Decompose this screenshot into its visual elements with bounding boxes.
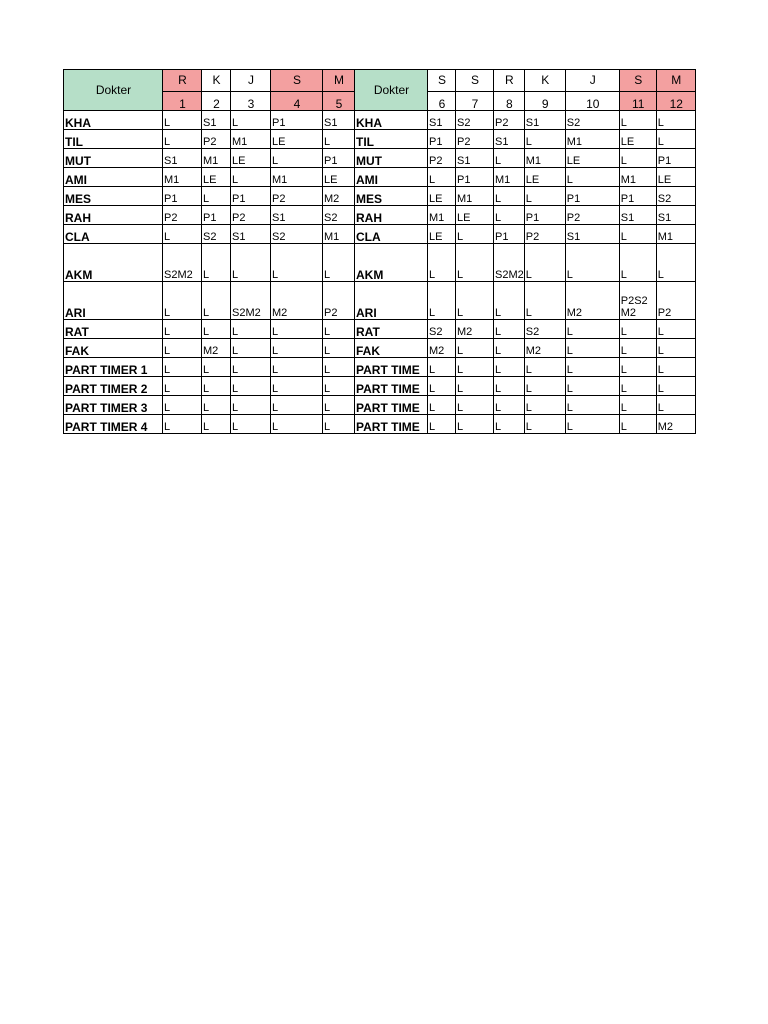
shift-cell[interactable]: P1 — [656, 149, 695, 168]
shift-cell[interactable]: P1 — [202, 206, 231, 225]
shift-cell[interactable]: L — [524, 130, 565, 149]
date-header[interactable]: 11 — [619, 92, 656, 111]
shift-cell[interactable]: L — [271, 244, 323, 282]
shift-cell[interactable]: L — [231, 396, 271, 415]
shift-cell[interactable]: P2 — [656, 282, 695, 320]
shift-cell[interactable]: L — [202, 187, 231, 206]
shift-cell[interactable]: L — [202, 377, 231, 396]
shift-cell[interactable]: L — [163, 111, 202, 130]
shift-cell[interactable]: M2 — [524, 339, 565, 358]
doctor-name-cell[interactable]: CLA — [355, 225, 428, 244]
shift-cell[interactable]: L — [456, 244, 494, 282]
shift-cell[interactable]: S1 — [231, 225, 271, 244]
shift-cell[interactable]: L — [163, 339, 202, 358]
shift-cell[interactable]: P2 — [202, 130, 231, 149]
date-header[interactable]: 5 — [323, 92, 355, 111]
shift-cell[interactable]: L — [524, 358, 565, 377]
shift-cell[interactable]: M2 — [656, 415, 695, 434]
doctor-name-cell[interactable]: ARI — [355, 282, 428, 320]
shift-cell[interactable]: L — [656, 339, 695, 358]
shift-cell[interactable]: L — [565, 168, 619, 187]
shift-cell[interactable]: L — [323, 415, 355, 434]
shift-cell[interactable]: L — [524, 187, 565, 206]
shift-cell[interactable]: L — [656, 244, 695, 282]
shift-cell[interactable]: L — [323, 244, 355, 282]
shift-cell[interactable]: P2 — [271, 187, 323, 206]
shift-cell[interactable]: S2 — [202, 225, 231, 244]
table-row — [64, 320, 696, 339]
shift-cell[interactable]: L — [428, 396, 456, 415]
doctor-name-cell[interactable]: RAH — [64, 206, 163, 225]
day-header[interactable]: S — [428, 70, 456, 92]
shift-cell[interactable]: L — [231, 377, 271, 396]
shift-cell[interactable]: L — [619, 149, 656, 168]
shift-cell[interactable]: L — [271, 415, 323, 434]
table-row — [64, 149, 696, 168]
shift-cell[interactable]: P1 — [565, 187, 619, 206]
shift-cell[interactable]: P2 — [428, 149, 456, 168]
shift-cell[interactable]: LE — [231, 149, 271, 168]
shift-cell[interactable]: M1 — [565, 130, 619, 149]
shift-cell[interactable]: S2M2 — [163, 244, 202, 282]
shift-cell[interactable]: M1 — [323, 225, 355, 244]
shift-cell[interactable]: L — [231, 339, 271, 358]
shift-cell[interactable]: L — [271, 149, 323, 168]
table-row — [64, 225, 696, 244]
shift-cell[interactable]: L — [524, 415, 565, 434]
shift-cell[interactable]: L — [494, 396, 525, 415]
table-row — [64, 377, 696, 396]
shift-cell[interactable]: P1 — [494, 225, 525, 244]
shift-cell[interactable]: LE — [323, 168, 355, 187]
shift-cell[interactable]: L — [565, 244, 619, 282]
shift-cell[interactable]: L — [565, 396, 619, 415]
shift-code: P2S2M2 — [620, 295, 648, 319]
shift-cell[interactable]: L — [494, 149, 525, 168]
shift-cell[interactable]: M1 — [271, 168, 323, 187]
shift-cell[interactable]: L — [231, 415, 271, 434]
doctor-name-cell[interactable]: AKM — [64, 244, 163, 282]
shift-cell[interactable]: S2M2 — [494, 244, 525, 282]
shift-cell[interactable]: M2 — [271, 282, 323, 320]
shift-cell[interactable]: L — [271, 396, 323, 415]
doctor-name-cell[interactable]: PART TIME — [355, 415, 428, 434]
shift-cell[interactable]: S1 — [323, 111, 355, 130]
shift-cell[interactable]: L — [494, 377, 525, 396]
doctor-name-cell[interactable]: ARI — [64, 282, 163, 320]
shift-cell[interactable]: S2 — [456, 111, 494, 130]
table-row — [64, 282, 696, 320]
shift-cell[interactable]: M2 — [323, 187, 355, 206]
date-header[interactable]: 8 — [494, 92, 525, 111]
shift-cell[interactable]: L — [163, 130, 202, 149]
shift-cell[interactable]: P2 — [163, 206, 202, 225]
shift-cell[interactable]: LE — [456, 206, 494, 225]
shift-cell[interactable]: P2 — [231, 206, 271, 225]
shift-cell[interactable]: LE — [656, 168, 695, 187]
shift-cell[interactable]: L — [565, 320, 619, 339]
doctor-name-cell[interactable]: MES — [355, 187, 428, 206]
day-header[interactable]: J — [565, 70, 619, 92]
shift-cell[interactable]: L — [202, 358, 231, 377]
shift-cell[interactable]: M1 — [656, 225, 695, 244]
shift-cell[interactable]: L — [163, 282, 202, 320]
shift-cell[interactable]: M1 — [163, 168, 202, 187]
shift-cell[interactable]: L — [619, 244, 656, 282]
shift-cell[interactable]: L — [323, 339, 355, 358]
doctor-name-cell[interactable]: MUT — [355, 149, 428, 168]
shift-cell[interactable]: P1 — [271, 111, 323, 130]
shift-cell[interactable]: L — [619, 320, 656, 339]
shift-cell[interactable]: L — [163, 377, 202, 396]
shift-cell[interactable]: L — [231, 111, 271, 130]
doctor-name-cell[interactable]: AMI — [64, 168, 163, 187]
table-row — [64, 244, 696, 282]
shift-cell[interactable]: P1 — [163, 187, 202, 206]
shift-cell[interactable]: M1 — [494, 168, 525, 187]
shift-cell[interactable]: S1 — [619, 206, 656, 225]
shift-cell[interactable]: S1 — [456, 149, 494, 168]
doctor-name-cell[interactable]: RAT — [355, 320, 428, 339]
shift-cell[interactable]: L — [494, 339, 525, 358]
shift-cell[interactable]: L — [494, 415, 525, 434]
schedule-table — [63, 69, 696, 434]
shift-cell[interactable]: M2 — [456, 320, 494, 339]
shift-cell[interactable]: L — [202, 282, 231, 320]
shift-cell[interactable]: L — [565, 339, 619, 358]
doctor-name-cell[interactable]: PART TIME — [355, 358, 428, 377]
shift-cell[interactable]: L — [656, 377, 695, 396]
shift-cell[interactable]: S1 — [494, 130, 525, 149]
shift-cell[interactable]: S2 — [656, 187, 695, 206]
table-row — [64, 130, 696, 149]
shift-cell[interactable]: L — [231, 244, 271, 282]
shift-cell[interactable]: L — [619, 111, 656, 130]
shift-cell[interactable]: L — [271, 320, 323, 339]
shift-cell[interactable]: M1 — [202, 149, 231, 168]
shift-cell[interactable]: L — [271, 358, 323, 377]
shift-cell[interactable]: L — [323, 377, 355, 396]
shift-cell[interactable]: L — [323, 358, 355, 377]
table-row — [64, 415, 696, 434]
shift-cell[interactable]: M1 — [456, 187, 494, 206]
day-header[interactable]: S — [271, 70, 323, 92]
shift-cell[interactable]: L — [231, 358, 271, 377]
shift-cell[interactable]: S2 — [524, 320, 565, 339]
shift-cell[interactable]: L — [202, 415, 231, 434]
dokter-header-left[interactable]: Dokter — [64, 70, 163, 111]
shift-cell[interactable]: L — [456, 415, 494, 434]
table-row — [64, 206, 696, 225]
doctor-name-cell[interactable]: MUT — [64, 149, 163, 168]
table-row — [64, 396, 696, 415]
shift-cell[interactable]: L — [494, 206, 525, 225]
shift-cell[interactable]: L — [619, 415, 656, 434]
doctor-name-cell[interactable]: FAK — [355, 339, 428, 358]
day-header[interactable]: R — [163, 70, 202, 92]
shift-cell[interactable]: LE — [202, 168, 231, 187]
shift-cell[interactable]: S2 — [565, 111, 619, 130]
shift-cell[interactable]: L — [619, 358, 656, 377]
shift-cell[interactable]: L — [323, 396, 355, 415]
shift-cell[interactable]: P1 — [428, 130, 456, 149]
doctor-name-cell[interactable]: RAT — [64, 320, 163, 339]
shift-cell[interactable]: L — [565, 377, 619, 396]
dokter-header-right[interactable]: Dokter — [355, 70, 428, 111]
doctor-name-cell[interactable]: AMI — [355, 168, 428, 187]
shift-cell[interactable]: S1 — [271, 206, 323, 225]
table-row — [64, 358, 696, 377]
table-row — [64, 339, 696, 358]
shift-cell[interactable]: L — [656, 396, 695, 415]
shift-cell[interactable]: L — [323, 320, 355, 339]
shift-cell[interactable]: S1 — [524, 111, 565, 130]
day-header[interactable]: S — [456, 70, 494, 92]
shift-cell[interactable]: L — [163, 358, 202, 377]
shift-cell[interactable]: L — [565, 415, 619, 434]
shift-cell[interactable]: P1 — [619, 187, 656, 206]
shift-cell[interactable]: P1 — [323, 149, 355, 168]
doctor-name-cell[interactable]: PART TIMER 3 — [64, 396, 163, 415]
shift-cell[interactable]: L — [428, 244, 456, 282]
day-header[interactable]: K — [524, 70, 565, 92]
doctor-name-cell[interactable]: TIL — [355, 130, 428, 149]
day-header[interactable]: S — [619, 70, 656, 92]
shift-cell[interactable]: L — [163, 225, 202, 244]
shift-cell[interactable]: L — [565, 358, 619, 377]
shift-cell[interactable]: P2 — [524, 225, 565, 244]
shift-cell[interactable]: M2 — [565, 282, 619, 320]
shift-cell[interactable]: L — [271, 339, 323, 358]
shift-cell[interactable]: L — [163, 320, 202, 339]
doctor-name-cell[interactable]: KHA — [64, 111, 163, 130]
shift-cell[interactable]: P1 — [524, 206, 565, 225]
date-header[interactable]: 1 — [163, 92, 202, 111]
shift-cell[interactable]: S1 — [656, 206, 695, 225]
shift-cell[interactable]: L — [456, 358, 494, 377]
date-header[interactable]: 7 — [456, 92, 494, 111]
doctor-name-cell[interactable]: AKM — [355, 244, 428, 282]
shift-cell[interactable]: L — [619, 377, 656, 396]
shift-cell[interactable]: L — [323, 130, 355, 149]
shift-cell[interactable]: P2 — [494, 111, 525, 130]
shift-cell[interactable]: M1 — [619, 168, 656, 187]
shift-cell[interactable]: P2 — [323, 282, 355, 320]
shift-cell[interactable]: S2 — [323, 206, 355, 225]
shift-cell[interactable]: LE — [565, 149, 619, 168]
shift-cell[interactable]: S1 — [202, 111, 231, 130]
shift-cell[interactable]: S2 — [271, 225, 323, 244]
day-header[interactable]: M — [323, 70, 355, 92]
shift-cell[interactable]: L — [202, 396, 231, 415]
date-header[interactable]: 10 — [565, 92, 619, 111]
shift-cell[interactable]: L — [494, 358, 525, 377]
shift-cell[interactable]: LE — [619, 130, 656, 149]
shift-cell[interactable]: L — [524, 377, 565, 396]
doctor-name-cell[interactable]: CLA — [64, 225, 163, 244]
doctor-name-cell[interactable]: KHA — [355, 111, 428, 130]
shift-cell[interactable]: L — [202, 320, 231, 339]
shift-cell[interactable]: S1 — [428, 111, 456, 130]
doctor-name-cell[interactable]: PART TIMER 1 — [64, 358, 163, 377]
shift-cell[interactable]: L — [619, 225, 656, 244]
table-row — [64, 187, 696, 206]
shift-cell[interactable]: L — [656, 320, 695, 339]
doctor-name-cell[interactable]: PART TIME — [355, 377, 428, 396]
date-header[interactable]: 3 — [231, 92, 271, 111]
shift-cell[interactable]: L — [231, 168, 271, 187]
shift-cell[interactable]: S2 — [428, 320, 456, 339]
shift-cell[interactable]: L — [428, 415, 456, 434]
shift-cell[interactable]: M2 — [428, 339, 456, 358]
doctor-name-cell[interactable]: FAK — [64, 339, 163, 358]
shift-cell[interactable]: P1 — [456, 168, 494, 187]
shift-cell[interactable] — [619, 282, 656, 320]
shift-cell[interactable]: M1 — [524, 149, 565, 168]
doctor-name-cell[interactable]: MES — [64, 187, 163, 206]
shift-cell[interactable]: L — [656, 111, 695, 130]
shift-cell[interactable]: L — [202, 244, 231, 282]
shift-cell[interactable]: L — [494, 187, 525, 206]
date-header[interactable]: 2 — [202, 92, 231, 111]
shift-cell[interactable]: L — [524, 244, 565, 282]
shift-cell[interactable]: L — [428, 358, 456, 377]
shift-cell[interactable]: M1 — [231, 130, 271, 149]
doctor-name-cell[interactable]: RAH — [355, 206, 428, 225]
shift-cell[interactable]: L — [656, 358, 695, 377]
header-days-row — [64, 70, 696, 92]
doctor-name-cell[interactable]: TIL — [64, 130, 163, 149]
shift-cell[interactable]: L — [524, 396, 565, 415]
day-header[interactable]: J — [231, 70, 271, 92]
date-header[interactable]: 6 — [428, 92, 456, 111]
shift-cell[interactable]: L — [428, 282, 456, 320]
shift-cell[interactable]: LE — [428, 187, 456, 206]
shift-cell[interactable]: L — [428, 168, 456, 187]
doctor-name-cell[interactable]: PART TIMER 4 — [64, 415, 163, 434]
shift-cell[interactable]: S1 — [565, 225, 619, 244]
shift-cell[interactable]: L — [494, 320, 525, 339]
shift-cell[interactable]: S2M2 — [231, 282, 271, 320]
shift-cell[interactable]: L — [456, 339, 494, 358]
shift-cell[interactable]: L — [231, 320, 271, 339]
shift-cell[interactable]: L — [524, 282, 565, 320]
day-header[interactable]: R — [494, 70, 525, 92]
shift-cell[interactable]: L — [456, 396, 494, 415]
shift-cell[interactable]: L — [428, 377, 456, 396]
shift-cell[interactable]: M1 — [428, 206, 456, 225]
date-header[interactable]: 12 — [656, 92, 695, 111]
shift-cell[interactable]: L — [494, 282, 525, 320]
shift-cell[interactable]: L — [163, 396, 202, 415]
table-row — [64, 168, 696, 187]
day-header[interactable]: K — [202, 70, 231, 92]
shift-cell[interactable]: L — [456, 225, 494, 244]
shift-cell[interactable]: M2 — [202, 339, 231, 358]
date-header[interactable]: 9 — [524, 92, 565, 111]
shift-cell[interactable]: L — [456, 377, 494, 396]
day-header[interactable]: M — [656, 70, 695, 92]
shift-cell[interactable]: L — [656, 130, 695, 149]
table-row — [64, 111, 696, 130]
shift-cell[interactable]: P1 — [231, 187, 271, 206]
shift-cell[interactable]: S1 — [163, 149, 202, 168]
shift-cell[interactable]: LE — [428, 225, 456, 244]
doctor-name-cell[interactable]: PART TIMER 2 — [64, 377, 163, 396]
shift-cell[interactable]: L — [619, 339, 656, 358]
shift-cell[interactable]: L — [619, 396, 656, 415]
shift-cell[interactable]: L — [271, 377, 323, 396]
shift-cell[interactable]: L — [456, 282, 494, 320]
shift-cell[interactable]: LE — [524, 168, 565, 187]
shift-cell[interactable]: L — [163, 415, 202, 434]
shift-cell[interactable]: P2 — [565, 206, 619, 225]
date-header[interactable]: 4 — [271, 92, 323, 111]
doctor-name-cell[interactable]: PART TIME — [355, 396, 428, 415]
shift-cell[interactable]: LE — [271, 130, 323, 149]
shift-cell[interactable]: P2 — [456, 130, 494, 149]
